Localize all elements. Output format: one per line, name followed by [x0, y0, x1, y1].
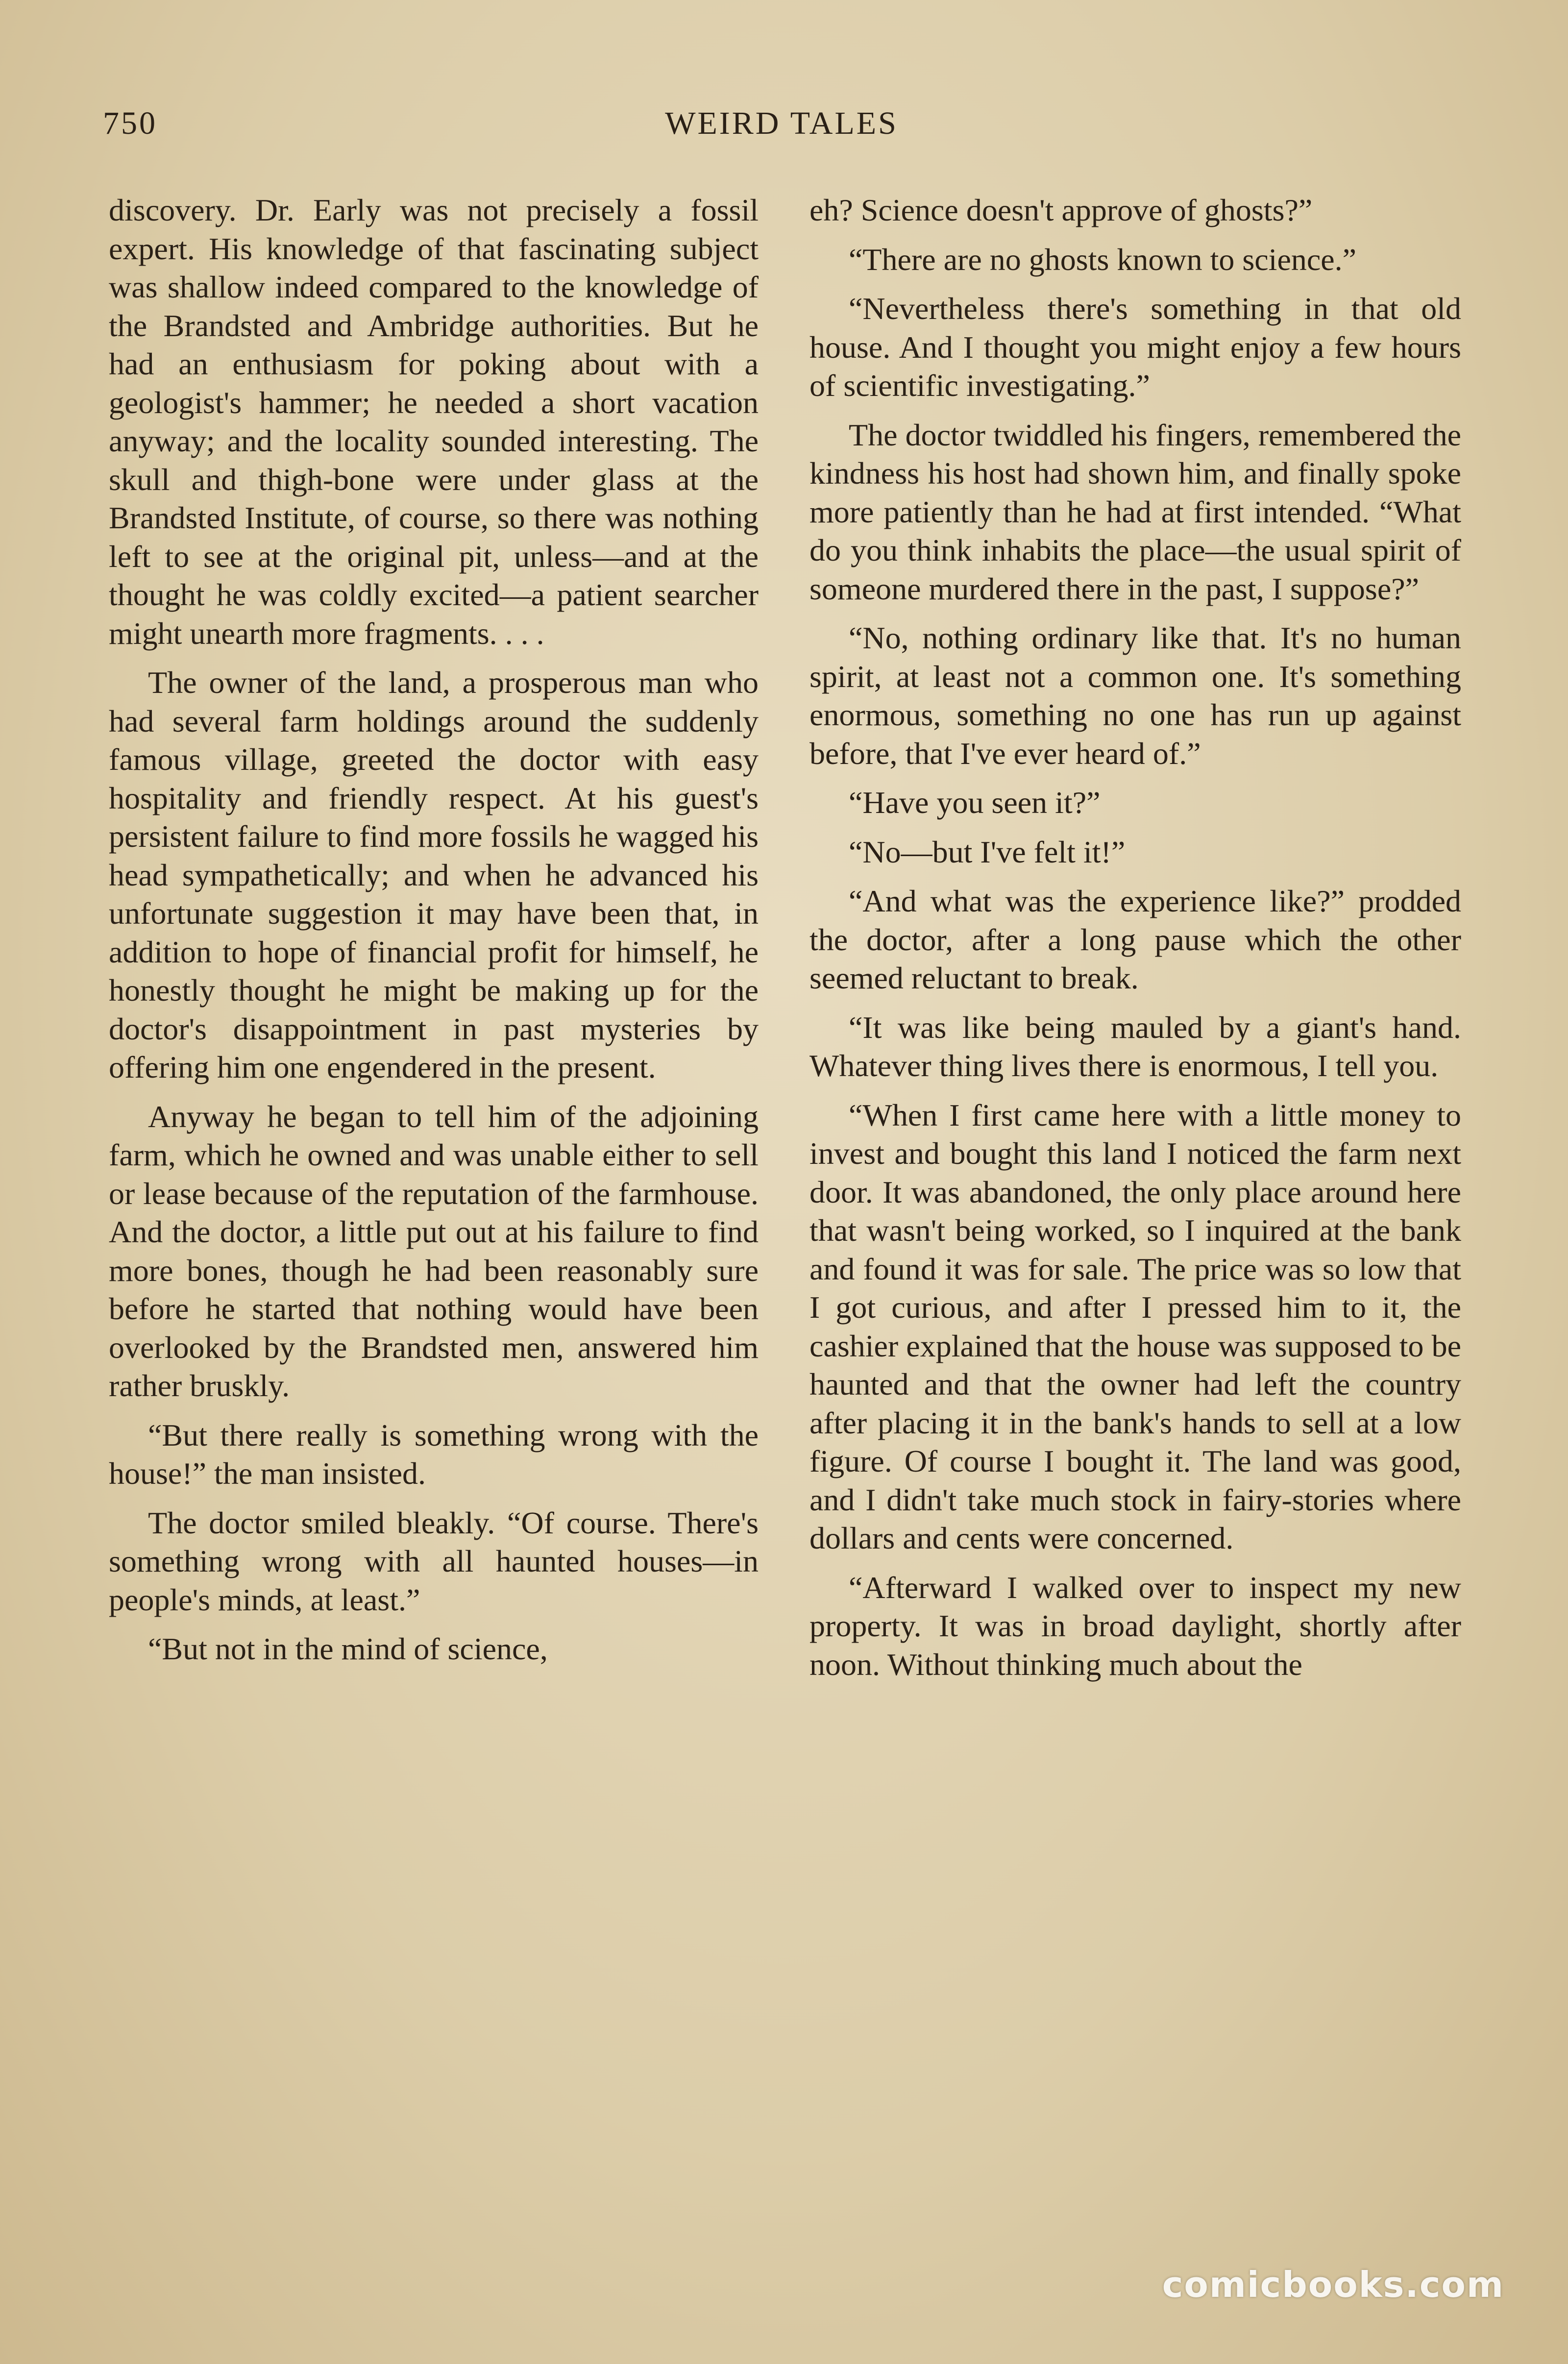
paragraph: “But not in the mind of science, [148, 1631, 548, 1666]
paragraph: The owner of the land, a prosperous man who had several farm holdings around the suddenly famous village, greeted the doctor with easy hospitality and friendly respect. At his guest's persistent failure to find more fossils he wagged his head sympathetically; and when he advanced his unfortunate suggestion it may have been that, in addition to hope of financial profit for himself, he honestly thought he might be making up for the doctor's disappointment in past mysteries by offering him one engendered in the present. [109, 665, 759, 1084]
paragraph: “And what was the experience like?” prodded the doctor, after a long pause which the other seemed reluctant to break. [809, 884, 1461, 995]
right-column [809, 191, 1461, 2259]
paragraph: “But there really is something wrong with the house!” the man insisted. [109, 1417, 759, 1491]
paragraph: Anyway he began to tell him of the adjoining farm, which he owned and was unable either to sell or lease because of the reputation of the farmhouse. And the doctor, a little put out at his failure to find more bones, though he had been reasonably sure before he started that nothing would have been overlooked by the Brandsted men, answered him rather bruskly. [109, 1099, 759, 1403]
paragraph: “Nevertheless there's something in that old house. And I thought you might enjoy a few hours of scientific investigating.” [809, 291, 1461, 403]
paragraph: The doctor twiddled his fingers, remembered the kindness his host had shown him, and finally spoke more patiently than he had at first intended. “What do you think inhabits the place—the usual spirit of someone murdered there in the past, I suppose?” [809, 417, 1461, 606]
page-header [103, 98, 1460, 147]
paragraph: “No—but I've felt it!” [849, 834, 1126, 869]
page-number: 750 [103, 105, 157, 141]
paragraph: “It was like being mauled by a giant's hand. Whatever thing lives there is enormous, I tell you. [809, 1010, 1461, 1083]
paragraph: eh? Science doesn't approve of ghosts?” [809, 193, 1313, 227]
running-title: WEIRD TALES [665, 105, 898, 141]
paragraph: “Afterward I walked over to inspect my new property. It was in broad daylight, shortly after noon. Without thinking much about the [809, 1570, 1461, 1682]
paragraph: The doctor smiled bleakly. “Of course. There's something wrong with all haunted houses—in people's minds, at least.” [109, 1505, 759, 1617]
watermark: comicbooks.com [1162, 2264, 1504, 2305]
paragraph: discovery. Dr. Early was not precisely a fossil expert. His knowledge of that fascinating subject was shallow indeed compared to the knowledge of the Brandsted and Ambridge authorities. But he had an enthusiasm for poking about with a geologist's hammer; he needed a short vacation anyway; and the locality sounded interesting. The skull and thigh-bone were under glass at the Brandsted Institute, of course, so there was nothing left to see at the original pit, unless—and at the thought he was coldly excited—a patient searcher might unearth more fragments. . . . [109, 193, 759, 651]
paragraph: “When I first came here with a little money to invest and bought this land I noticed the farm next door. It was abandoned, the only place around here that wasn't being worked, so I inquired at the bank and found it was for sale. The price was so low that I got curious, and after I pressed him to it, the cashier explained that the house was supposed to be haunted and that the owner had left the country after placing it in the bank's hands to sell at a low figure. Of course I bought it. The land was good, and I didn't take much stock in fairy-stories where dollars and cents were concerned. [809, 1097, 1461, 1555]
paragraph: “There are no ghosts known to science.” [849, 242, 1357, 277]
paragraph: “No, nothing ordinary like that. It's no human spirit, at least not a common one. It's something enormous, something no one has run up against before, that I've ever heard of.” [809, 620, 1461, 771]
left-column [109, 191, 759, 2259]
paragraph: “Have you seen it?” [849, 785, 1101, 820]
